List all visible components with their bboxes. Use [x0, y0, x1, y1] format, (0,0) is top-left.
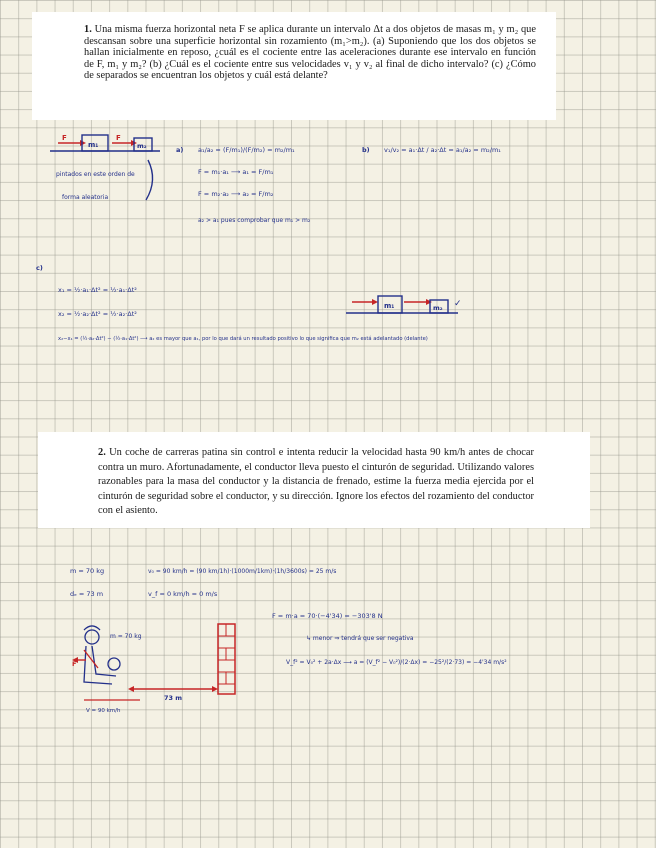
distance-arrow: [128, 686, 218, 702]
blocks-diagram-1: [50, 134, 160, 151]
p2-mass: m = 70 kg: [70, 567, 105, 575]
brick-wall: [218, 624, 235, 694]
check-mark: ✓: [454, 299, 462, 309]
p2-force-note: ↳ menor ⇒ tendrá que ser negativa: [306, 635, 414, 642]
side-note-line-2: forma aleatoria: [62, 194, 109, 201]
force-label-1: F: [62, 134, 67, 142]
part-b-label: b): [362, 146, 370, 154]
p2-vf: v_f = 0 km/h = 0 m/s: [148, 590, 218, 598]
p2-v0: v₀ = 90 km/h = (90 km/1h)·(1000m/1km)·(1h/3600s) = 25 m/s: [148, 568, 337, 575]
p2-force-eq: F = m·a = 70·(−4'34) = −303'8 N: [272, 612, 383, 620]
eq-c1: x₁ = ½·a₁·Δt² = ½·a₁·Δt²: [58, 286, 137, 294]
block-m1-label: m₁: [88, 141, 99, 149]
eq-a2: F = m₁·a₁ ⟶ a₁ = F/m₁: [198, 168, 274, 176]
eq-c3: x₂−x₁ = (½·a₂·Δt²) − (½·a₁·Δt²) ⟶ a₂ es mayor que a₁, por lo que dará un resultado positivo lo que significa que m₂ está adelantado (delante): [58, 336, 428, 342]
eq-a4: a₂ > a₁ pues comprobar que m₁ > m₂: [198, 217, 311, 224]
eq-a1: a₁/a₂ = (F/m₁)/(F/m₂) = m₂/m₁: [198, 146, 295, 154]
problem-2-text: Un coche de carreras patina sin control e intenta reducir la velocidad hasta 90 km/h antes de chocar contra un muro. Afortunadamente, el conductor lleva puesto el cinturón de seguridad. Utilizando valores razonables para la masa del conductor y la distancia de frenado, estime la fuerza media ejercida por el cinturón de seguridad sobre el conductor, y su dirección. Ignore los efectos del rozamiento del conductor con el asiento.: [98, 447, 534, 516]
part-c-label: c): [36, 264, 43, 272]
block-m2-label-2: m₂: [433, 304, 443, 312]
problem-1-text: Una misma fuerza horizontal neta F se aplica durante un intervalo Δt a dos objetos de masas m₁ y m₂ que descansan sobre una superficie horizontal sin rozamiento (m₁>m₂). (a) Suponiendo que los dos objetos se hallan inicialmente en reposo, ¿cuál es el cociente entre las aceleraciones durante ese intervalo en función de F, m₁ y m₂? (b) ¿Cuál es el cociente entre sus velocidades v₁ y v₂ al final de dicho intervalo? (c) ¿Cómo de separados se encuentran los objetos y cuál está delante?: [84, 24, 536, 82]
part-a-label: a): [176, 146, 184, 154]
figure-force-label: F: [72, 660, 77, 668]
block-m1-label-2: m₁: [384, 302, 395, 310]
eq-c2: x₂ = ½·a₂·Δt² = ½·a₂·Δt²: [58, 310, 137, 318]
eq-b1: v₁/v₂ = a₁·Δt / a₂·Δt = a₁/a₂ = m₂/m₁: [384, 146, 501, 154]
p2-distance: dₑ = 73 m: [70, 590, 104, 598]
problem-2-number: 2.: [98, 447, 106, 458]
driver-figure: [72, 626, 142, 714]
problem-1-number: 1.: [84, 24, 92, 35]
side-note-line-1: pintados en este orden de: [56, 171, 135, 178]
p2-kinematics-eq: V_f² = V₀² + 2a·Δx ⟶ a = (V_f² − V₀²)/(2·Δx) = −25²/(2·73) = −4'34 m/s²: [286, 659, 507, 666]
figure-distance-label: 73 m: [164, 694, 183, 702]
figure-speed-label: V = 90 km/h: [86, 708, 121, 714]
figure-mass-label: m = 70 kg: [110, 633, 142, 640]
force-label-2: F: [116, 134, 121, 142]
block-m2-label: m₂: [137, 142, 147, 150]
blocks-diagram-2: [346, 296, 462, 313]
eq-a3: F = m₂·a₂ ⟶ a₂ = F/m₂: [198, 190, 274, 198]
